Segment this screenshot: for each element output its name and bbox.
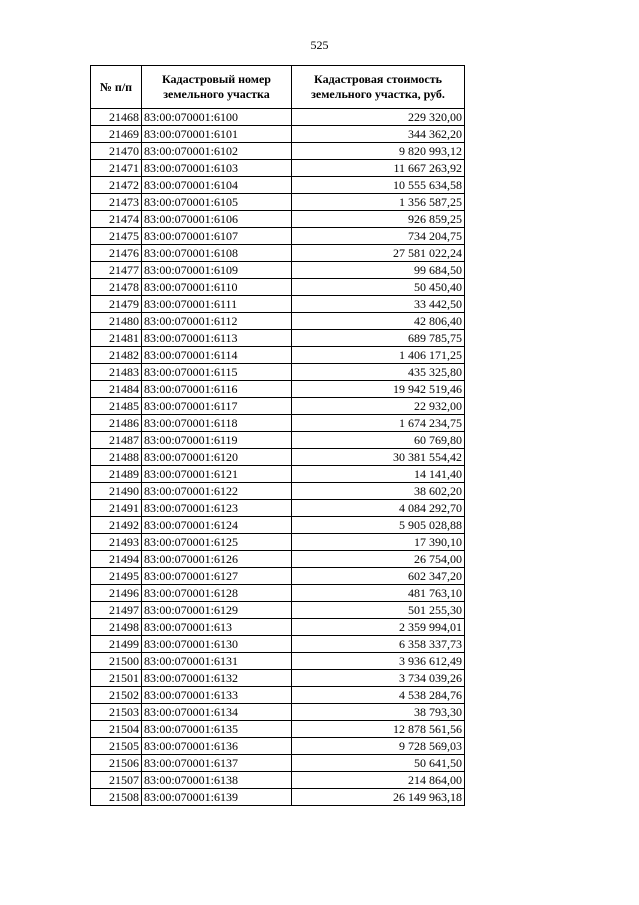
cadastral-value-cell: 734 204,75 <box>292 228 465 245</box>
row-number-cell: 21474 <box>91 211 142 228</box>
table-row <box>91 296 465 313</box>
row-number-cell: 21468 <box>91 109 142 126</box>
row-number-cell: 21489 <box>91 466 142 483</box>
table-row <box>91 534 465 551</box>
cadastral-number-cell: 83:00:070001:6128 <box>142 585 292 602</box>
cadastral-value-cell: 602 347,20 <box>292 568 465 585</box>
row-number-cell: 21475 <box>91 228 142 245</box>
table-row <box>91 160 465 177</box>
cadastral-number-cell: 83:00:070001:6118 <box>142 415 292 432</box>
cadastral-number-cell: 83:00:070001:6107 <box>142 228 292 245</box>
table-row <box>91 466 465 483</box>
cadastral-value-cell: 26 754,00 <box>292 551 465 568</box>
cadastral-number-cell: 83:00:070001:6123 <box>142 500 292 517</box>
table-row <box>91 483 465 500</box>
table-row <box>91 449 465 466</box>
row-number-cell: 21479 <box>91 296 142 313</box>
row-number-cell: 21506 <box>91 755 142 772</box>
cadastral-number-cell: 83:00:070001:6121 <box>142 466 292 483</box>
cadastral-value-cell: 14 141,40 <box>292 466 465 483</box>
header-row-number: № п/п <box>91 66 142 109</box>
cadastral-value-cell: 42 806,40 <box>292 313 465 330</box>
table-row <box>91 687 465 704</box>
cadastral-value-cell: 30 381 554,42 <box>292 449 465 466</box>
cadastral-value-cell: 9 820 993,12 <box>292 143 465 160</box>
cadastral-number-cell: 83:00:070001:6102 <box>142 143 292 160</box>
table-row <box>91 143 465 160</box>
cadastral-value-cell: 6 358 337,73 <box>292 636 465 653</box>
cadastral-value-cell: 214 864,00 <box>292 772 465 789</box>
cadastral-number-cell: 83:00:070001:6119 <box>142 432 292 449</box>
cadastral-value-cell: 4 084 292,70 <box>292 500 465 517</box>
row-number-cell: 21476 <box>91 245 142 262</box>
cadastral-number-cell: 83:00:070001:6136 <box>142 738 292 755</box>
cadastral-number-cell: 83:00:070001:6101 <box>142 126 292 143</box>
cadastral-number-cell: 83:00:070001:6111 <box>142 296 292 313</box>
row-number-cell: 21478 <box>91 279 142 296</box>
cadastral-number-cell: 83:00:070001:6139 <box>142 789 292 806</box>
table-row <box>91 126 465 143</box>
row-number-cell: 21484 <box>91 381 142 398</box>
table-row <box>91 602 465 619</box>
row-number-cell: 21492 <box>91 517 142 534</box>
row-number-cell: 21496 <box>91 585 142 602</box>
table-row <box>91 313 465 330</box>
cadastral-value-cell: 50 641,50 <box>292 755 465 772</box>
row-number-cell: 21504 <box>91 721 142 738</box>
row-number-cell: 21480 <box>91 313 142 330</box>
table-row <box>91 347 465 364</box>
table-row <box>91 772 465 789</box>
row-number-cell: 21500 <box>91 653 142 670</box>
cadastral-number-cell: 83:00:070001:6127 <box>142 568 292 585</box>
row-number-cell: 21503 <box>91 704 142 721</box>
cadastral-number-cell: 83:00:070001:6131 <box>142 653 292 670</box>
table-row <box>91 211 465 228</box>
cadastral-value-cell: 4 538 284,76 <box>292 687 465 704</box>
table-row <box>91 585 465 602</box>
cadastral-value-cell: 3 936 612,49 <box>292 653 465 670</box>
row-number-cell: 21508 <box>91 789 142 806</box>
cadastral-number-cell: 83:00:070001:6132 <box>142 670 292 687</box>
table-row <box>91 636 465 653</box>
table-row <box>91 755 465 772</box>
row-number-cell: 21502 <box>91 687 142 704</box>
cadastral-value-cell: 19 942 519,46 <box>292 381 465 398</box>
row-number-cell: 21486 <box>91 415 142 432</box>
row-number-cell: 21501 <box>91 670 142 687</box>
header-cadastral-value: Кадастровая стоимость земельного участка, руб. <box>292 66 465 109</box>
cadastral-value-cell: 11 667 263,92 <box>292 160 465 177</box>
row-number-cell: 21471 <box>91 160 142 177</box>
cadastral-number-cell: 83:00:070001:613 <box>142 619 292 636</box>
cadastral-number-cell: 83:00:070001:6105 <box>142 194 292 211</box>
cadastral-value-cell: 60 769,80 <box>292 432 465 449</box>
cadastral-value-cell: 38 793,30 <box>292 704 465 721</box>
cadastral-number-cell: 83:00:070001:6100 <box>142 109 292 126</box>
cadastral-value-cell: 1 406 171,25 <box>292 347 465 364</box>
row-number-cell: 21482 <box>91 347 142 364</box>
table-row <box>91 330 465 347</box>
cadastral-value-cell: 50 450,40 <box>292 279 465 296</box>
cadastral-number-cell: 83:00:070001:6138 <box>142 772 292 789</box>
row-number-cell: 21481 <box>91 330 142 347</box>
table-row <box>91 704 465 721</box>
cadastral-value-cell: 926 859,25 <box>292 211 465 228</box>
row-number-cell: 21494 <box>91 551 142 568</box>
row-number-cell: 21469 <box>91 126 142 143</box>
cadastral-number-cell: 83:00:070001:6129 <box>142 602 292 619</box>
table-body <box>91 109 465 806</box>
row-number-cell: 21497 <box>91 602 142 619</box>
cadastral-value-cell: 2 359 994,01 <box>292 619 465 636</box>
table-row <box>91 245 465 262</box>
cadastral-number-cell: 83:00:070001:6122 <box>142 483 292 500</box>
row-number-cell: 21470 <box>91 143 142 160</box>
cadastral-value-cell: 9 728 569,03 <box>292 738 465 755</box>
table-row <box>91 262 465 279</box>
cadastral-value-cell: 10 555 634,58 <box>292 177 465 194</box>
cadastral-value-cell: 481 763,10 <box>292 585 465 602</box>
table-row <box>91 415 465 432</box>
cadastral-number-cell: 83:00:070001:6135 <box>142 721 292 738</box>
cadastral-value-cell: 27 581 022,24 <box>292 245 465 262</box>
table-row <box>91 381 465 398</box>
table-row <box>91 177 465 194</box>
cadastral-number-cell: 83:00:070001:6134 <box>142 704 292 721</box>
cadastral-number-cell: 83:00:070001:6109 <box>142 262 292 279</box>
table-row <box>91 670 465 687</box>
cadastral-number-cell: 83:00:070001:6133 <box>142 687 292 704</box>
row-number-cell: 21499 <box>91 636 142 653</box>
row-number-cell: 21505 <box>91 738 142 755</box>
page-number: 525 <box>310 38 329 52</box>
cadastre-table <box>90 65 465 806</box>
cadastral-value-cell: 1 674 234,75 <box>292 415 465 432</box>
cadastral-number-cell: 83:00:070001:6104 <box>142 177 292 194</box>
cadastral-value-cell: 38 602,20 <box>292 483 465 500</box>
row-number-cell: 21477 <box>91 262 142 279</box>
row-number-cell: 21507 <box>91 772 142 789</box>
row-number-cell: 21487 <box>91 432 142 449</box>
table-row <box>91 109 465 126</box>
cadastral-value-cell: 229 320,00 <box>292 109 465 126</box>
cadastral-number-cell: 83:00:070001:6137 <box>142 755 292 772</box>
row-number-cell: 21488 <box>91 449 142 466</box>
row-number-cell: 21490 <box>91 483 142 500</box>
table-row <box>91 364 465 381</box>
table-row <box>91 721 465 738</box>
cadastral-value-cell: 17 390,10 <box>292 534 465 551</box>
cadastral-value-cell: 26 149 963,18 <box>292 789 465 806</box>
table-header-row <box>91 66 465 109</box>
row-number-cell: 21485 <box>91 398 142 415</box>
row-number-cell: 21491 <box>91 500 142 517</box>
table-row <box>91 789 465 806</box>
cadastral-value-cell: 5 905 028,88 <box>292 517 465 534</box>
cadastral-number-cell: 83:00:070001:6130 <box>142 636 292 653</box>
table-row <box>91 738 465 755</box>
table-row <box>91 228 465 245</box>
cadastral-number-cell: 83:00:070001:6115 <box>142 364 292 381</box>
cadastral-number-cell: 83:00:070001:6113 <box>142 330 292 347</box>
cadastral-value-cell: 99 684,50 <box>292 262 465 279</box>
cadastral-number-cell: 83:00:070001:6103 <box>142 160 292 177</box>
table-row <box>91 194 465 211</box>
row-number-cell: 21473 <box>91 194 142 211</box>
cadastral-value-cell: 12 878 561,56 <box>292 721 465 738</box>
cadastral-number-cell: 83:00:070001:6106 <box>142 211 292 228</box>
cadastral-number-cell: 83:00:070001:6117 <box>142 398 292 415</box>
table-row <box>91 398 465 415</box>
row-number-cell: 21472 <box>91 177 142 194</box>
header-cadastral-number: Кадастровый номер земельного участка <box>142 66 292 109</box>
cadastral-value-cell: 3 734 039,26 <box>292 670 465 687</box>
table-row <box>91 432 465 449</box>
cadastral-number-cell: 83:00:070001:6124 <box>142 517 292 534</box>
cadastral-number-cell: 83:00:070001:6110 <box>142 279 292 296</box>
cadastral-number-cell: 83:00:070001:6120 <box>142 449 292 466</box>
table-row <box>91 517 465 534</box>
table-row <box>91 653 465 670</box>
table-row <box>91 619 465 636</box>
cadastral-number-cell: 83:00:070001:6126 <box>142 551 292 568</box>
table-row <box>91 568 465 585</box>
table-row <box>91 279 465 296</box>
cadastral-number-cell: 83:00:070001:6116 <box>142 381 292 398</box>
cadastral-value-cell: 344 362,20 <box>292 126 465 143</box>
cadastral-number-cell: 83:00:070001:6112 <box>142 313 292 330</box>
row-number-cell: 21493 <box>91 534 142 551</box>
cadastral-value-cell: 435 325,80 <box>292 364 465 381</box>
table-row <box>91 500 465 517</box>
row-number-cell: 21495 <box>91 568 142 585</box>
row-number-cell: 21483 <box>91 364 142 381</box>
cadastral-value-cell: 22 932,00 <box>292 398 465 415</box>
cadastral-value-cell: 1 356 587,25 <box>292 194 465 211</box>
cadastral-value-cell: 501 255,30 <box>292 602 465 619</box>
cadastral-value-cell: 689 785,75 <box>292 330 465 347</box>
cadastral-number-cell: 83:00:070001:6108 <box>142 245 292 262</box>
cadastral-number-cell: 83:00:070001:6114 <box>142 347 292 364</box>
row-number-cell: 21498 <box>91 619 142 636</box>
cadastral-value-cell: 33 442,50 <box>292 296 465 313</box>
cadastral-number-cell: 83:00:070001:6125 <box>142 534 292 551</box>
table-row <box>91 551 465 568</box>
